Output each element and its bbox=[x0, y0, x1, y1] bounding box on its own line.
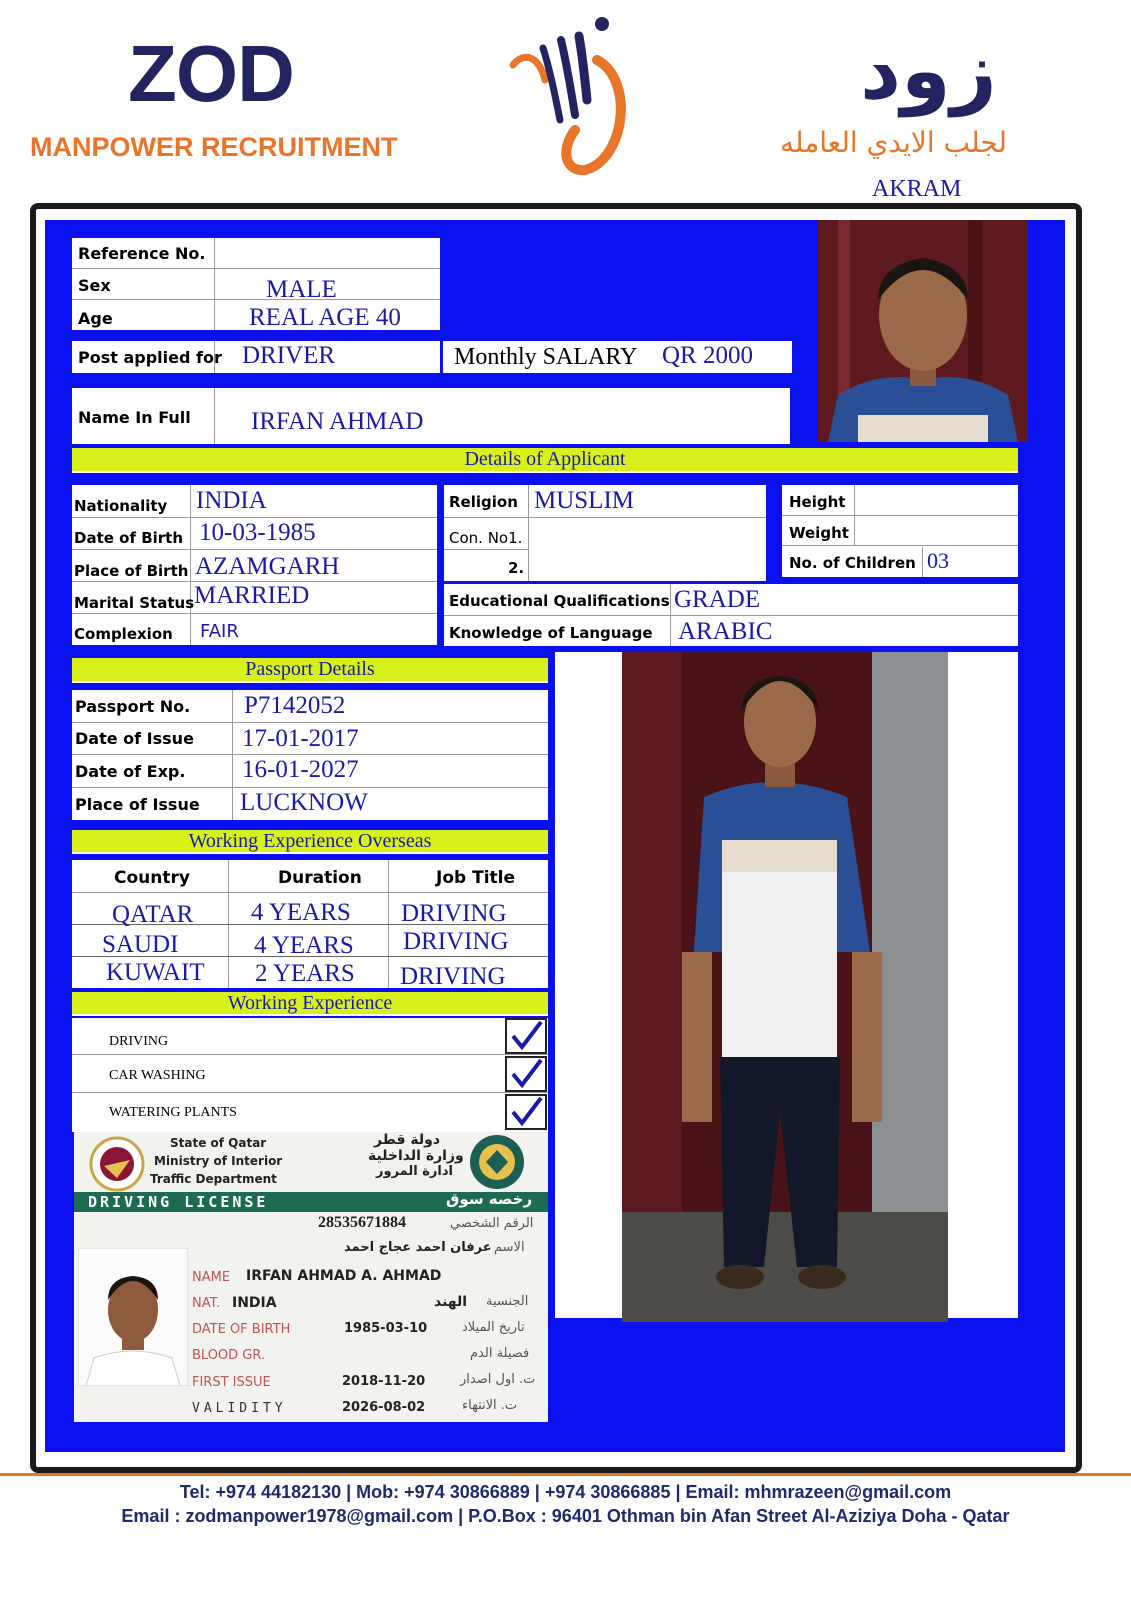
skills-heading: Working Experience bbox=[72, 992, 548, 1016]
license-name-label: NAME bbox=[192, 1270, 231, 1285]
license-name-ar: عرفان احمد عجاج احمد bbox=[344, 1240, 492, 1255]
overseas-row3-country: KUWAIT bbox=[106, 959, 205, 986]
religion-value: MUSLIM bbox=[534, 487, 635, 514]
driving-license bbox=[74, 1132, 548, 1422]
post-salary-row bbox=[72, 341, 792, 373]
overseas-col-duration: Duration bbox=[278, 868, 362, 888]
license-nat-label-ar: الجنسية bbox=[486, 1294, 529, 1309]
overseas-row1-duration: 4 YEARS bbox=[251, 899, 351, 926]
overseas-row3-job: DRIVING bbox=[400, 963, 506, 990]
overseas-col-country: Country bbox=[114, 868, 190, 888]
full-name-row bbox=[72, 388, 790, 444]
skill-item-2: CAR WASHING bbox=[109, 1068, 206, 1083]
skills-table bbox=[72, 1018, 548, 1132]
details-middle-table bbox=[444, 485, 766, 581]
skill-item-1: DRIVING bbox=[109, 1034, 169, 1049]
license-validity-label-ar: ت. الانتهاء bbox=[462, 1398, 518, 1413]
license-nat: INDIA bbox=[232, 1295, 277, 1311]
license-title: DRIVING LICENSE bbox=[88, 1193, 269, 1211]
license-dept-en: Traffic Department bbox=[150, 1172, 277, 1186]
overseas-row1-country: QATAR bbox=[112, 901, 194, 928]
license-state-en: State of Qatar bbox=[170, 1136, 267, 1150]
overseas-row2-country: SAUDI bbox=[102, 931, 179, 958]
sex-label: Sex bbox=[78, 276, 111, 295]
details-heading: Details of Applicant bbox=[72, 448, 1018, 473]
passport-place-label: Place of Issue bbox=[75, 795, 200, 814]
license-id-label-ar: الرقم الشخصي bbox=[450, 1216, 534, 1231]
license-first-issue: 2018-11-20 bbox=[342, 1374, 426, 1389]
license-first-issue-label-ar: ت. اول اصدار bbox=[460, 1372, 536, 1387]
passport-place-value: LUCKNOW bbox=[240, 789, 368, 816]
overseas-row2-job: DRIVING bbox=[403, 928, 509, 955]
brand-name-arabic: زود bbox=[860, 24, 997, 117]
overseas-col-job: Job Title bbox=[436, 868, 515, 888]
license-blood-label: BLOOD GR. bbox=[192, 1348, 266, 1363]
contact1-label: Con. No1. bbox=[449, 529, 523, 547]
check-column bbox=[505, 1018, 547, 1132]
brand-subtitle-arabic: لجلب الايدي العامله bbox=[780, 126, 1007, 159]
nationality-label: Nationality bbox=[74, 497, 168, 515]
license-id-number: 28535671884 bbox=[318, 1214, 406, 1231]
license-photo bbox=[78, 1248, 188, 1386]
passport-number-value: P7142052 bbox=[244, 692, 346, 719]
name-label: Name In Full bbox=[78, 408, 191, 427]
passport-exp-value: 16-01-2027 bbox=[242, 756, 359, 783]
license-ministry-en: Ministry of Interior bbox=[154, 1154, 283, 1168]
qatar-emblem-icon bbox=[82, 1136, 152, 1192]
language-value: ARABIC bbox=[678, 618, 773, 645]
license-first-issue-label: FIRST ISSUE bbox=[192, 1375, 271, 1390]
pob-label: Place of Birth bbox=[74, 562, 189, 580]
education-value: GRADE bbox=[674, 586, 761, 613]
license-title-ar: رخصه سوق bbox=[446, 1190, 533, 1208]
brand-subtitle: MANPOWER RECRUITMENT bbox=[30, 132, 398, 162]
applicant-portrait bbox=[818, 220, 1028, 442]
passport-number-label: Passport No. bbox=[75, 697, 191, 716]
sex-value: MALE bbox=[266, 276, 337, 303]
contact2-label: 2. bbox=[508, 559, 525, 577]
overseas-row1-job: DRIVING bbox=[401, 900, 507, 927]
marital-label: Marital Status bbox=[74, 594, 195, 612]
overseas-table bbox=[72, 860, 548, 988]
age-value: REAL AGE 40 bbox=[249, 304, 401, 331]
overseas-row3-duration: 2 YEARS bbox=[255, 960, 355, 987]
passport-table bbox=[72, 690, 548, 820]
license-dob: 1985-03-10 bbox=[344, 1321, 428, 1336]
license-nat-label: NAT. bbox=[192, 1296, 221, 1311]
complexion-label: Complexion bbox=[74, 625, 173, 643]
dob-value: 10-03-1985 bbox=[199, 519, 316, 546]
overseas-heading: Working Experience Overseas bbox=[72, 830, 548, 854]
pob-value: AZAMGARH bbox=[195, 553, 340, 580]
name-value: IRFAN AHMAD bbox=[251, 408, 424, 435]
license-state-ar: دولة قطر bbox=[374, 1132, 441, 1148]
passport-issue-label: Date of Issue bbox=[75, 729, 194, 748]
license-dob-label-ar: تاريخ الميلاد bbox=[462, 1320, 525, 1335]
footer-divider bbox=[0, 1473, 1131, 1476]
license-dob-label: DATE OF BIRTH bbox=[192, 1322, 291, 1337]
salary-label: Monthly SALARY bbox=[454, 344, 638, 370]
complexion-value: FAIR bbox=[200, 621, 239, 642]
language-label: Knowledge of Language bbox=[449, 624, 653, 642]
height-label: Height bbox=[789, 493, 846, 511]
details-left-table bbox=[72, 485, 437, 645]
education-label: Educational Qualifications bbox=[449, 592, 670, 610]
passport-heading: Passport Details bbox=[72, 658, 548, 683]
weight-label: Weight bbox=[789, 524, 849, 542]
post-value: DRIVER bbox=[242, 342, 336, 369]
brand-name: ZOD bbox=[128, 29, 294, 118]
license-name: IRFAN AHMAD A. AHMAD bbox=[246, 1268, 442, 1284]
education-language-table bbox=[444, 584, 1018, 646]
salary-value: QR 2000 bbox=[662, 342, 753, 369]
footer-address-line: Email : zodmanpower1978@gmail.com | P.O.Box : 96401 Othman bin Afan Street Al-Aziziya Doha - Qatar bbox=[121, 1506, 1010, 1526]
children-label: No. of Children bbox=[789, 554, 916, 572]
license-validity: 2026-08-02 bbox=[342, 1400, 426, 1415]
reference-label: Reference No. bbox=[78, 244, 206, 263]
children-value: 03 bbox=[927, 548, 949, 573]
license-validity-label: VALIDITY bbox=[192, 1401, 287, 1416]
marital-value: MARRIED bbox=[194, 582, 310, 609]
license-dept-ar: ادارة المرور bbox=[376, 1164, 453, 1179]
footer-contact-line: Tel: +974 44182130 | Mob: +974 30866889 | +974 30866885 | Email: mhmrazeen@gmail.com bbox=[179, 1482, 952, 1502]
passport-issue-value: 17-01-2017 bbox=[242, 725, 359, 752]
religion-label: Religion bbox=[449, 493, 518, 511]
license-ministry-ar: وزارة الداخلية bbox=[368, 1148, 464, 1164]
details-right-table bbox=[782, 485, 1018, 577]
post-label: Post applied for bbox=[78, 348, 222, 367]
passport-exp-label: Date of Exp. bbox=[75, 762, 186, 781]
nationality-value: INDIA bbox=[196, 487, 267, 514]
personal-summary-table bbox=[72, 238, 440, 330]
overseas-row2-duration: 4 YEARS bbox=[254, 932, 354, 959]
license-nat-ar: الهند bbox=[434, 1294, 468, 1310]
applicant-full-photo bbox=[622, 652, 948, 1322]
zod-runner-logo-icon bbox=[505, 10, 635, 180]
dob-label: Date of Birth bbox=[74, 529, 184, 547]
age-label: Age bbox=[78, 309, 113, 328]
traffic-seal-icon bbox=[466, 1132, 528, 1192]
license-blood-label-ar: فصيلة الدم bbox=[470, 1346, 530, 1361]
agent-name: AKRAM bbox=[872, 176, 962, 202]
license-name-label-ar: الاسم bbox=[494, 1240, 525, 1255]
skill-item-3: WATERING PLANTS bbox=[109, 1105, 237, 1120]
